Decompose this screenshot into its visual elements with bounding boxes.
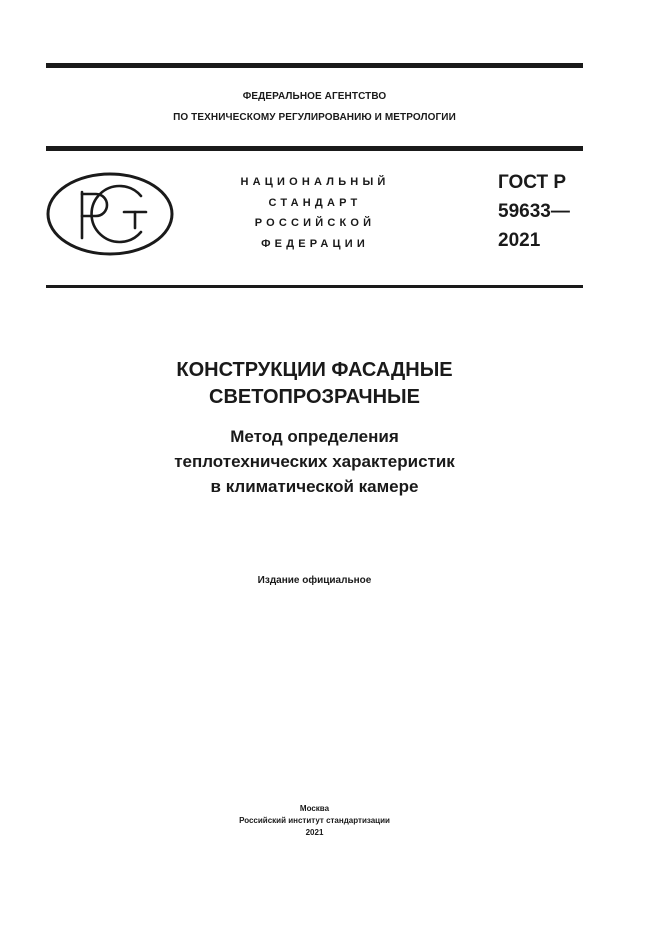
publisher-city: Москва — [299, 804, 330, 813]
edition-label: Издание официальное — [257, 575, 372, 586]
publisher-year: 2021 — [305, 828, 324, 837]
logo-section-rule — [46, 285, 583, 288]
title-line1: КОНСТРУКЦИИ ФАСАДНЫЕ — [176, 359, 453, 381]
standard-type-line3: РОССИЙСКОЙ — [254, 217, 376, 229]
header-rule — [46, 146, 583, 151]
agency-name-line1: ФЕДЕРАЛЬНОЕ АГЕНТСТВО — [242, 91, 387, 102]
standard-type — [205, 172, 425, 254]
designation-line3: 2021 — [498, 230, 541, 251]
subtitle-line1: Метод определения — [230, 427, 399, 446]
agency-name-line2: ПО ТЕХНИЧЕСКОМУ РЕГУЛИРОВАНИЮ И МЕТРОЛОГИИ — [173, 112, 456, 123]
title-line2: СВЕТОПРОЗРАЧНЫЕ — [209, 386, 420, 408]
designation-line1: ГОСТ Р — [498, 172, 567, 193]
standard-designation — [498, 168, 570, 255]
standard-type-line4: ФЕДЕРАЦИИ — [261, 237, 369, 250]
document-subtitle — [46, 424, 583, 499]
top-rule — [46, 63, 583, 68]
document-title — [46, 357, 583, 411]
subtitle-line2: теплотехнических характеристик — [174, 452, 455, 471]
standard-type-line1: НАЦИОНАЛЬНЫЙ — [240, 176, 390, 188]
subtitle-line3: в климатической камере — [210, 477, 419, 496]
gost-r-logo-icon — [46, 172, 174, 256]
designation-line2: 59633— — [498, 201, 570, 222]
publisher-info — [46, 803, 583, 839]
standard-type-line2: СТАНДАРТ — [268, 196, 362, 209]
publisher-institute: Российский институт стандартизации — [239, 816, 390, 825]
